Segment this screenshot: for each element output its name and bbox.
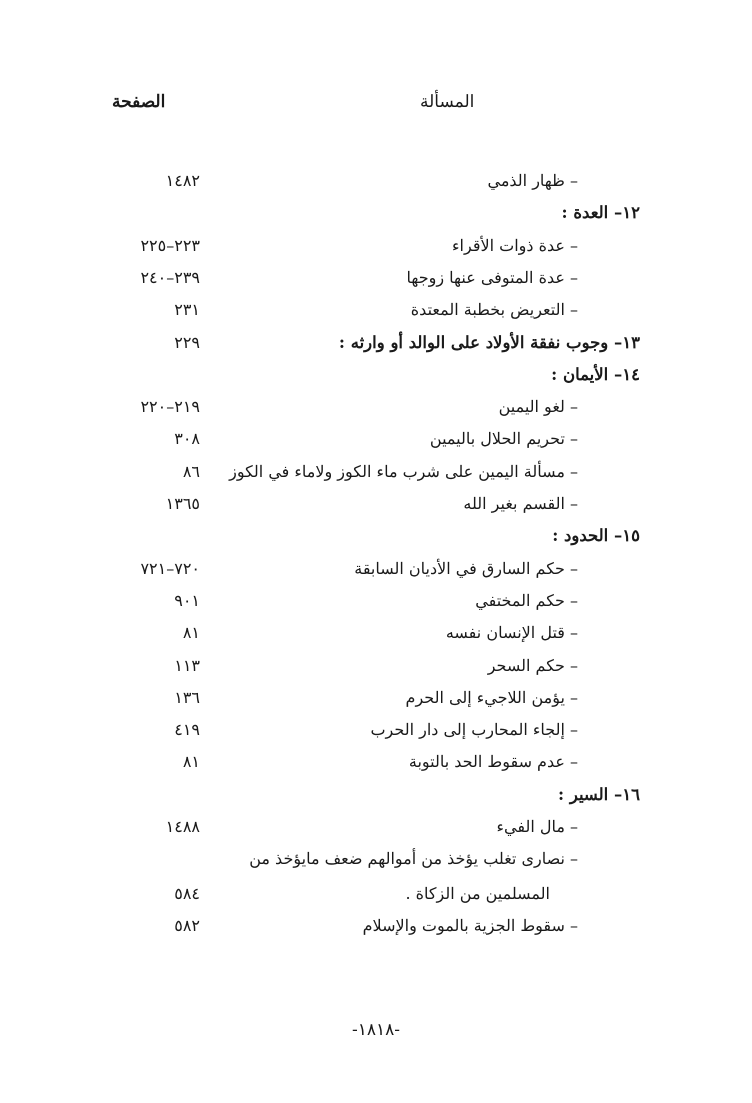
index-entry-row [100, 683, 640, 713]
entry-title: – حكم المختفي [475, 590, 578, 610]
section-title: ١٤– الأيمان : [551, 364, 640, 384]
section-title: ١٥– الحدود : [552, 526, 640, 546]
entry-page-number: ٢٢٣–٢٢٥ [140, 235, 200, 255]
entry-title: – سقوط الجزية بالموت والإسلام [362, 915, 578, 935]
entry-page-number: ٢٢٩ [174, 332, 200, 352]
entry-page-number: ٨٦ [182, 461, 200, 481]
entry-title: – حكم السحر [487, 655, 578, 675]
entry-page-number: ٧٢٠–٧٢١ [140, 558, 200, 578]
entry-page-number: ١١٣ [174, 655, 200, 675]
entry-title: – ظهار الذمي [487, 171, 578, 190]
entry-page-number: ١٤٨٢ [165, 171, 200, 190]
index-entry-row [100, 295, 640, 325]
entry-title: – عدة المتوفى عنها زوجها [406, 267, 578, 287]
entry-title: – إلجاء المحارب إلى دار الحرب [370, 720, 578, 740]
index-entry-row [100, 554, 640, 584]
index-entry-row [100, 747, 640, 777]
entry-page-number: ٥٨٤ [174, 883, 200, 903]
section-title: ١٣– وجوب نفقة الأولاد على الوالد أو وارثه : [338, 332, 640, 352]
index-entry-row [100, 879, 640, 909]
index-entry-row [100, 166, 640, 196]
entry-title: – القسم بغير الله [463, 494, 578, 513]
index-entry-row [100, 457, 640, 487]
entry-title: – عدم سقوط الحد بالتوبة [408, 752, 578, 772]
entry-page-number: ٣٠٨ [174, 429, 200, 449]
index-entry-row [100, 651, 640, 681]
entry-title: – قتل الإنسان نفسه [445, 623, 578, 643]
entry-page-number: ٢٣١ [174, 300, 200, 320]
section-heading-row [100, 521, 640, 551]
index-entry-row [100, 231, 640, 261]
entry-page-number: ٢١٩–٢٢٠ [140, 397, 200, 417]
entry-title: – تحريم الحلال باليمين [429, 429, 578, 449]
issue-column-header: المسألة [420, 92, 475, 112]
section-title: ١٢– العدة : [561, 203, 640, 223]
index-entry-row [100, 489, 640, 519]
entry-page-number: ٥٨٢ [174, 915, 200, 935]
entry-title: – عدة ذوات الأقراء [452, 235, 578, 255]
index-entry-row [100, 424, 640, 454]
index-entry-row [100, 392, 640, 422]
section-heading-row [100, 198, 640, 228]
section-heading-row [100, 360, 640, 390]
entry-page-number: ٤١٩ [174, 720, 200, 740]
entry-page-number: ١٣٦ [174, 687, 200, 707]
entry-title: – يؤمن اللاجيء إلى الحرم [405, 687, 578, 707]
entry-title: – حكم السارق في الأديان السابقة [354, 558, 578, 578]
index-entry-row [100, 586, 640, 616]
entry-title: – مال الفيء [496, 817, 578, 836]
entry-page-number: ١٣٦٥ [165, 494, 200, 513]
index-entry-row [100, 618, 640, 648]
index-entry-row [100, 812, 640, 842]
section-heading-row [100, 780, 640, 810]
index-entry-row [100, 263, 640, 293]
entry-title: – التعريض بخطبة المعتدة [410, 300, 578, 320]
entry-page-number: ٨١ [182, 752, 200, 772]
index-entry-row [100, 715, 640, 745]
entry-page-number: ١٤٨٨ [165, 817, 200, 836]
index-entry-row [100, 844, 640, 874]
section-title: ١٦– السير : [558, 784, 640, 804]
entry-page-number: ٩٠١ [174, 590, 200, 610]
section-heading-row [100, 328, 640, 358]
index-entry-row [100, 911, 640, 941]
entry-title: – لغو اليمين [498, 397, 578, 417]
entry-page-number: ٨١ [182, 623, 200, 643]
page-number: -١٨١٨- [351, 1020, 401, 1040]
entry-title: – نصارى تغلب يؤخذ من أموالهم ضعف مايؤخذ من [249, 849, 578, 869]
entry-page-number: ٢٣٩–٢٤٠ [140, 267, 200, 287]
page-column-header: الصفحة [112, 92, 166, 112]
entry-title: المسلمين من الزكاة . [405, 883, 550, 903]
entry-title: – مسألة اليمين على شرب ماء الكوز ولاماء في الكوز [229, 461, 578, 481]
